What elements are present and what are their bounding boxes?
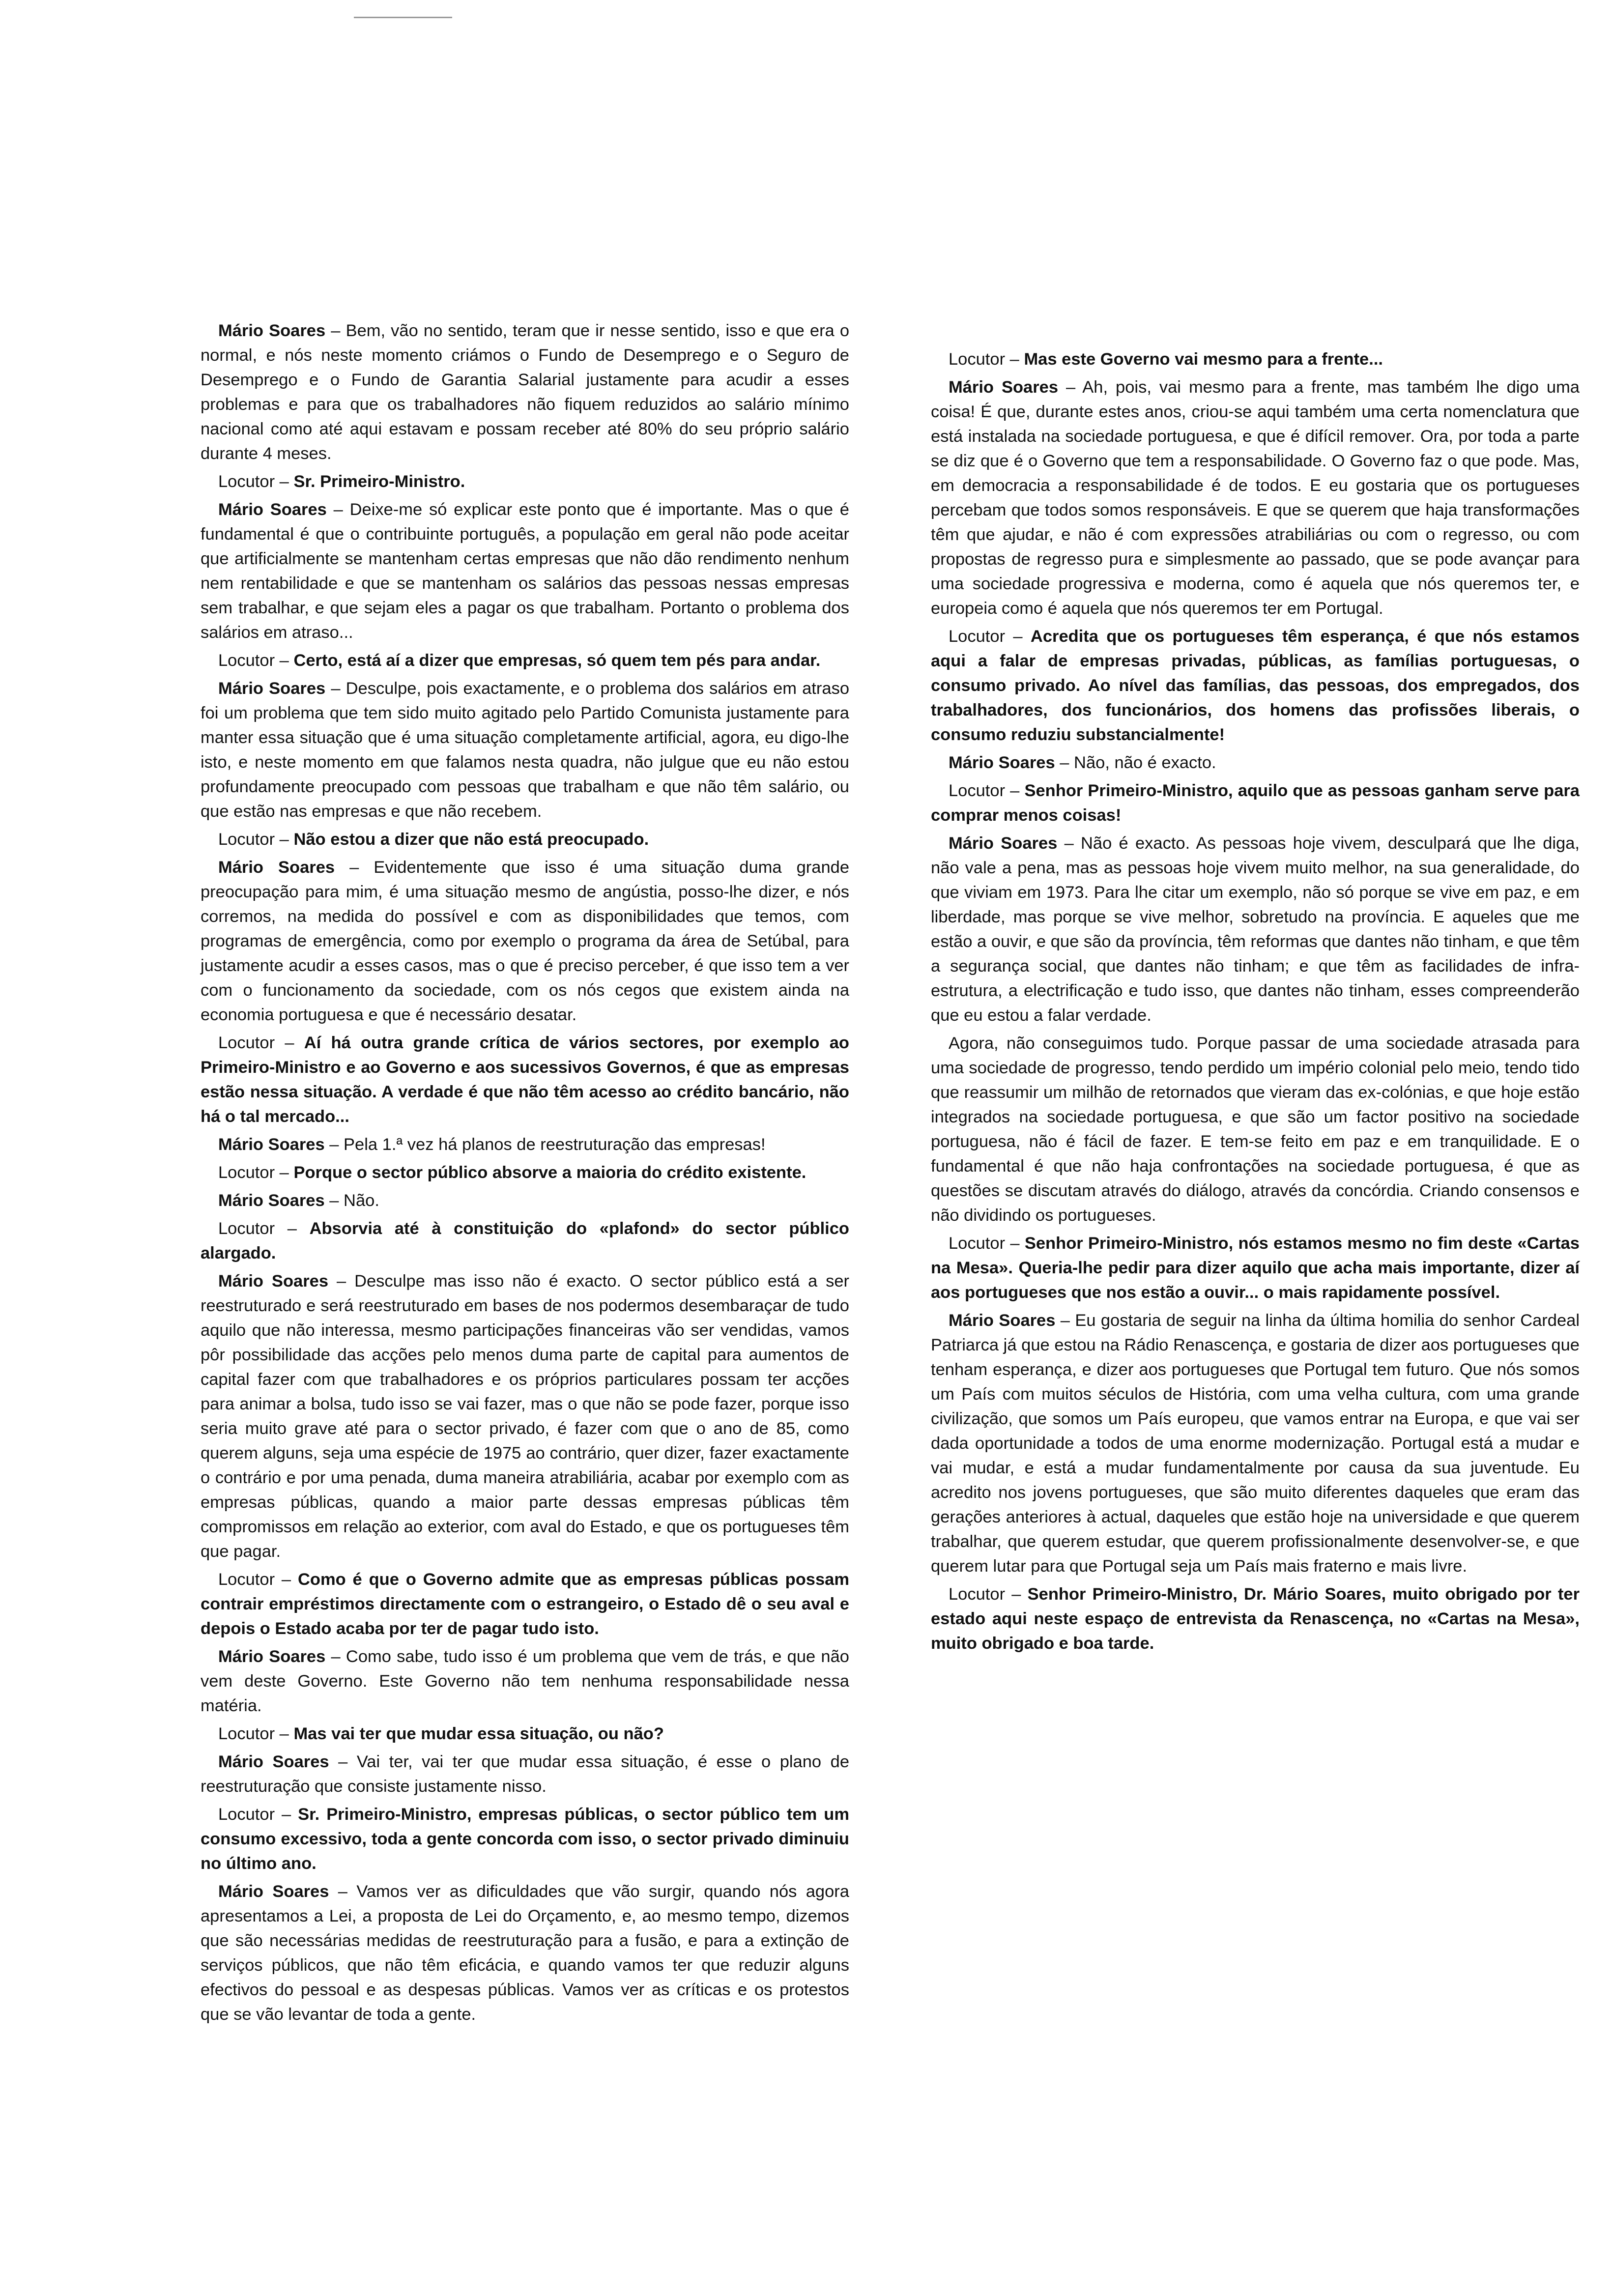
speaker-mario-soares: Mário Soares — [218, 1647, 326, 1666]
speaker-mario-soares: Mário Soares — [218, 1272, 329, 1291]
interviewer-question: Mas este Governo vai mesmo para a frente... — [1024, 350, 1383, 369]
speaker-locutor: Locutor — [949, 1234, 1006, 1253]
interviewer-question: Sr. Primeiro-Ministro. — [293, 472, 465, 491]
answer-text: Vai ter, vai ter que mudar essa situação, é esse o plano de reestruturação que consiste justamente nisso. — [201, 1752, 850, 1796]
speaker-locutor: Locutor — [218, 1163, 275, 1182]
speaker-locutor: Locutor — [218, 472, 275, 491]
paragraph: Mário Soares – Não é exacto. As pessoas hoje vivem, desculpará que lhe diga, não vale a pena, mas as pessoas hoje vivem muito melhor, na sua generalidade, do que viviam em 1973. Para lhe citar um exemplo, não só porque se vive em paz, e em liberdade, mas porque se vive melhor, sobretudo na província. E aqueles que me estão a ouvir, e que são da província, têm reformas que dantes não tinham, e que têm a segurança social, que dantes não tinham; e que têm as facilidades de infra-estrutura, a electrificação e tudo isso, que dantes não tinham, esses compreenderão que eu estou a falar verdade. — [931, 834, 1580, 1025]
speaker-locutor: Locutor — [949, 627, 1006, 646]
paragraph: Locutor – Não estou a dizer que não está preocupado. — [218, 830, 649, 849]
interviewer-question: Senhor Primeiro-Ministro, Dr. Mário Soares, muito obrigado por ter estado aqui neste espaço de entrevista da Renascença, no «Cartas na Mesa», muito obrigado e boa tarde. — [931, 1585, 1580, 1653]
speaker-mario-soares: Mário Soares — [218, 500, 327, 519]
paragraph: Locutor – Aí há outra grande crítica de vários sectores, por exemplo ao Primeiro-Ministro e ao Governo e aos sucessivos Governos, é que as empresas estão nessa situação. A verdade é que não têm acesso ao crédito bancário, não há o tal mercado... — [201, 1033, 850, 1126]
answer-text: Deixe-me só explicar este ponto que é importante. Mas o que é fundamental é que o contribuinte português, a população em geral não pode aceitar que artificialmente se mantenham certas empresas que não dão rendimento nenhum nem rentabilidade e que se mantenham os salários das pessoas nessas empresas sem trabalhar, e que sejam eles a pagar os que trabalham. Portanto o problema dos salários em atraso... — [201, 500, 849, 642]
paragraph: Mário Soares – Vai ter, vai ter que mudar essa situação, é esse o plano de reestruturação que consiste justamente nisso. — [201, 1752, 850, 1796]
interviewer-question: Absorvia até à constituição do «plafond» do sector público alargado. — [201, 1219, 850, 1263]
speaker-mario-soares: Mário Soares — [218, 1752, 329, 1771]
paragraph: Locutor – Porque o sector público absorve a maioria do crédito existente. — [218, 1163, 806, 1182]
paragraph: Locutor – Senhor Primeiro-Ministro, nós estamos mesmo no fim deste «Cartas na Mesa». Queria-lhe pedir para dizer aquilo que acha mais importante, dizer aí aos portugueses que nos estão a ouvir... o mais rapidamente possível. — [931, 1234, 1580, 1302]
paragraph: Mário Soares – Vamos ver as dificuldades que vão surgir, quando nós agora apresentamos a Lei, a proposta de Lei do Orçamento, e, ao mesmo tempo, dizemos que são necessárias medidas de reestruturação para a fusão, e para a extinção de serviços públicos, que não têm eficácia, e quando vamos ter que reduzir alguns efectivos do pessoal e as despesas públicas. Vamos ver as críticas e os protestos que se vão levantar de toda a gente. — [201, 1882, 849, 2024]
interviewer-question: Porque o sector público absorve a maioria do crédito existente. — [293, 1163, 806, 1182]
speaker-locutor: Locutor — [218, 1033, 275, 1052]
speaker-locutor: Locutor — [218, 651, 275, 670]
answer-text: Bem, vão no sentido, teram que ir nesse sentido, isso e que era o normal, e nós neste momento criámos o Fundo de Desemprego e o Seguro de Desemprego e o Fundo de Garantia Salarial justamente para acudir a esses problemas e para que os trabalhadores não fiquem reduzidos ao salário mínimo nacional como até aqui estavam e possam receber até 80% do seu próprio salário durante 4 meses. — [201, 321, 850, 463]
paragraph: Mário Soares – Evidentemente que isso é uma situação duma grande preocupação para mim, é uma situação mesmo de angústia, posso-lhe dizer, e nós corremos, na medida do possível e com as disponibilidades que temos, com programas de emergência, como por exemplo o programa da área de Setúbal, para justamente acudir a esses casos, mas o que é preciso perceber, é que isso tem a ver com o funcionamento da sociedade, com os nós cegos que existem ainda na economia portuguesa e que é necessário desatar. — [201, 858, 850, 1024]
speaker-mario-soares: Mário Soares — [218, 1135, 325, 1154]
interviewer-question: Senhor Primeiro-Ministro, nós estamos mesmo no fim deste «Cartas na Mesa». Queria-lhe pedir para dizer aquilo que acha mais importante, dizer aí aos portugueses que nos estão a ouvir... o mais rapidamente possível. — [931, 1234, 1580, 1302]
interviewer-question: Sr. Primeiro-Ministro, empresas públicas, o sector público tem um consumo excessivo, toda a gente concorda com isso, o sector privado diminuiu no último ano. — [201, 1805, 849, 1873]
speaker-mario-soares: Mário Soares — [949, 753, 1055, 772]
paragraph: Mário Soares – Deixe-me só explicar este ponto que é importante. Mas o que é fundamental é que o contribuinte português, a população em geral não pode aceitar que artificialmente se mantenham certas empresas que não dão rendimento nenhum nem rentabilidade e que se mantenham os salários das pessoas nessas empresas sem trabalhar, e que sejam eles a pagar os que trabalham. Portanto o problema dos salários em atraso... — [201, 500, 849, 642]
answer-text: Desculpe mas isso não é exacto. O sector público está a ser reestruturado e será reestruturado em bases de nos podermos desembaraçar de tudo aquilo que não interessa, mesmo participações financeiras vão ser vendidas, vamos pôr possibilidade das acções pelo menos duma parte de capital para aumentos de capital fazer com que trabalhadores e os próprios particulares possam ter acções para animar a bolsa, tudo isso se vai fazer, mas o que não se pode fazer, porque isso seria muito grave até para o sector privado, é fazer com que o ano de 85, como querem alguns, seja uma espécie de 1975 ao contrário, quer dizer, fazer exactamente o contrário e por uma penada, duma maneira atrabiliária, acabar por exemplo com as empresas públicas, quando a maior parte dessas empresas públicas têm compromissos em relação ao exterior, com aval do Estado, e que os portugueses têm que pagar. — [201, 1272, 850, 1561]
paragraph: Mário Soares – Desculpe mas isso não é exacto. O sector público está a ser reestruturado e será reestruturado em bases de nos podermos desembaraçar de tudo aquilo que não interessa, mesmo participações financeiras vão ser vendidas, vamos pôr possibilidade das acções pelo menos duma parte de capital para aumentos de capital fazer com que trabalhadores e os próprios particulares possam ter acções para animar a bolsa, tudo isso se vai fazer, mas o que não se pode fazer, porque isso seria muito grave até para o sector privado, é fazer com que o ano de 85, como querem alguns, seja uma espécie de 1975 ao contrário, quer dizer, fazer exactamente o contrário e por uma penada, duma maneira atrabiliária, acabar por exemplo com as empresas públicas, quando a maior parte dessas empresas públicas têm compromissos em relação ao exterior, com aval do Estado, e que os portugueses têm que pagar. — [201, 1272, 850, 1561]
paragraph: Locutor – Senhor Primeiro-Ministro, Dr. Mário Soares, muito obrigado por ter estado aqui neste espaço de entrevista da Renascença, no «Cartas na Mesa», muito obrigado e boa tarde. — [931, 1585, 1580, 1653]
answer-text: Vamos ver as dificuldades que vão surgir, quando nós agora apresentamos a Lei, a proposta de Lei do Orçamento, e, ao mesmo tempo, dizemos que são necessárias medidas de reestruturação para a fusão, e para a extinção de serviços públicos, que não têm eficácia, e quando vamos ter que reduzir alguns efectivos do pessoal e as despesas públicas. Vamos ver as críticas e os protestos que se vão levantar de toda a gente. — [201, 1882, 849, 2024]
left-column — [201, 318, 849, 2030]
interviewer-question: Certo, está aí a dizer que empresas, só quem tem pés para andar. — [293, 651, 821, 670]
speaker-mario-soares: Mário Soares — [949, 1311, 1056, 1330]
answer-text: Não. — [344, 1191, 379, 1210]
interviewer-question: Mas vai ter que mudar essa situação, ou não? — [293, 1724, 664, 1743]
paragraph: Locutor – Absorvia até à constituição do «plafond» do sector público alargado. — [201, 1219, 850, 1263]
paragraph: Mário Soares – Não, não é exacto. — [949, 753, 1216, 772]
paragraph: Mário Soares – Não. — [218, 1191, 379, 1210]
paragraph: Locutor – Como é que o Governo admite que as empresas públicas possam contrair empréstimos directamente com o estrangeiro, o Estado dê o seu aval e depois o Estado acaba por ter de pagar tudo isto. — [201, 1570, 850, 1638]
interviewer-question: Acredita que os portugueses têm esperança, é que nós estamos aqui a falar de empresas privadas, públicas, as famílias portuguesas, o consumo privado. Ao nível das famílias, das pessoas, dos empregados, dos trabalhadores, dos funcionários, dos homens das profissões liberais, o consumo reduziu substancialmente! — [931, 627, 1580, 744]
speaker-locutor: Locutor — [218, 1724, 275, 1743]
paragraph: Mário Soares – Desculpe, pois exactamente, e o problema dos salários em atraso foi um problema que tem sido muito agitado pelo Partido Comunista justamente para manter essa situação que é uma situação completamente artificial, agora, eu digo-lhe isto, e neste momento em que falamos nesta quadra, não julgue que eu não estou profundamente preocupado com pessoas que trabalham e que não têm salário, ou que estão nas empresas e que não recebem. — [201, 679, 850, 821]
speaker-locutor: Locutor — [949, 781, 1006, 800]
speaker-locutor: Locutor — [949, 350, 1006, 369]
speaker-locutor: Locutor — [218, 1805, 275, 1824]
interviewer-question: Não estou a dizer que não está preocupado. — [293, 830, 649, 849]
paragraph: Mário Soares – Pela 1.ª vez há planos de reestruturação das empresas! — [218, 1135, 766, 1154]
answer-text: Agora, não conseguimos tudo. Porque passar de uma sociedade atrasada para uma sociedade de progresso, tendo perdido um império colonial pelo meio, tendo tido que reassumir um milhão de retornados que vieram das ex-colónias, e que hoje estão integrados na sociedade portuguesa, e que são um factor positivo na sociedade portuguesa, não é fácil de fazer. E tem-se feito em paz e em tranquilidade. E o fundamental é que não haja confrontações na sociedade portuguesa, é que as questões se discutam através do diálogo, através da concórdia. Criando consensos e não dividindo os portugueses. — [931, 1034, 1580, 1225]
answer-text: Pela 1.ª vez há planos de reestruturação das empresas! — [344, 1135, 766, 1154]
speaker-locutor: Locutor — [218, 830, 275, 849]
paragraph: Mário Soares – Como sabe, tudo isso é um problema que vem de trás, e que não vem deste Governo. Este Governo não tem nenhuma responsabilidade nessa matéria. — [201, 1647, 849, 1715]
answer-text: Ah, pois, vai mesmo para a frente, mas também lhe digo uma coisa! É que, durante estes anos, criou-se aqui também uma certa nomenclatura que está instalada na sociedade portuguesa, e que é difícil remover. Ora, por toda a parte se diz que é o Governo que tem a responsabilidade. O Governo faz o que pode. Mas, em democracia a responsabilidade é de todos. E eu gostaria que os portugueses percebam que todos somos responsáveis. E que se querem que haja transformações têm que ajudar, e não é com expressões atrabiliárias ou com o regresso, ou com propostas de regresso pura e simplesmente ao passado, que se pode avançar para uma sociedade progressiva e moderna, como é aquela que nós queremos ter, e europeia como é aquela que nós queremos ter em Portugal. — [931, 378, 1580, 618]
answer-text: Não é exacto. As pessoas hoje vivem, desculpará que lhe diga, não vale a pena, mas as pessoas hoje vivem muito melhor, na sua generalidade, do que viviam em 1973. Para lhe citar um exemplo, não só porque se vive em paz, e em liberdade, mas porque se vive melhor, sobretudo na província. E aqueles que me estão a ouvir, e que são da província, têm reformas que dantes não tinham, e que têm a segurança social, que dantes não tinham; e que têm as facilidades de infra-estrutura, a electrificação e tudo isso, que dantes não tinham, esses compreenderão que eu estou a falar verdade. — [931, 834, 1580, 1025]
speaker-locutor: Locutor — [949, 1585, 1006, 1604]
paragraph: Locutor – Acredita que os portugueses têm esperança, é que nós estamos aqui a falar de empresas privadas, públicas, as famílias portuguesas, o consumo privado. Ao nível das famílias, das pessoas, dos empregados, dos trabalhadores, dos funcionários, dos homens das profissões liberais, o consumo reduziu substancialmente! — [931, 627, 1580, 744]
answer-text: Desculpe, pois exactamente, e o problema dos salários em atraso foi um problema que tem sido muito agitado pelo Partido Comunista justamente para manter essa situação que é uma situação completamente artificial, agora, eu digo-lhe isto, e neste momento em que falamos nesta quadra, não julgue que eu não estou profundamente preocupado com pessoas que trabalham e que não têm salário, ou que estão nas empresas e que não recebem. — [201, 679, 850, 821]
paragraph — [931, 1031, 1580, 1228]
speaker-mario-soares: Mário Soares — [218, 858, 335, 877]
paragraph: Locutor – Mas este Governo vai mesmo para a frente... — [949, 350, 1383, 369]
answer-text: Não, não é exacto. — [1074, 753, 1216, 772]
paragraph: Locutor – Sr. Primeiro-Ministro, empresas públicas, o sector público tem um consumo excessivo, toda a gente concorda com isso, o sector privado diminuiu no último ano. — [201, 1805, 849, 1873]
answer-text: Evidentemente que isso é uma situação duma grande preocupação para mim, é uma situação mesmo de angústia, posso-lhe dizer, e nós corremos, na medida do possível e com as disponibilidades que temos, com programas de emergência, como por exemplo o programa da área de Setúbal, para justamente acudir a esses casos, mas o que é preciso perceber, é que isso tem a ver com o funcionamento da sociedade, com os nós cegos que existem ainda na economia portuguesa e que é necessário desatar. — [201, 858, 850, 1024]
paragraph: Mário Soares – Ah, pois, vai mesmo para a frente, mas também lhe digo uma coisa! É que, durante estes anos, criou-se aqui também uma certa nomenclatura que está instalada na sociedade portuguesa, e que é difícil remover. Ora, por toda a parte se diz que é o Governo que tem a responsabilidade. O Governo faz o que pode. Mas, em democracia a responsabilidade é de todos. E eu gostaria que os portugueses percebam que todos somos responsáveis. E que se querem que haja transformações têm que ajudar, e não é com expressões atrabiliárias ou com o regresso, ou com propostas de regresso pura e simplesmente ao passado, que se pode avançar para uma sociedade progressiva e moderna, como é aquela que nós queremos ter, e europeia como é aquela que nós queremos ter em Portugal. — [931, 378, 1580, 618]
answer-text: Eu gostaria de seguir na linha da última homilia do senhor Cardeal Patriarca já que estou na Rádio Renascença, e gostaria de dizer aos portugueses que tenham esperança, e dizer aos portugueses que Portugal tem futuro. Que nós somos um País com muitos séculos de História, com uma velha cultura, com uma grande civilização, que somos um País europeu, que vamos entrar na Europa, e que vai ser dada oportunidade a todos de uma enorme modernização. Portugal está a mudar e vai mudar, e está a mudar fundamentalmente por causa da sua juventude. Eu acredito nos jovens portugueses, que são muito diferentes daqueles que eram das gerações anteriores à actual, daqueles que estão hoje na universidade e que querem trabalhar, que querem estudar, que querem profissionalmente desenvolver-se, e que querem lutar para que Portugal seja um País mais fraterno e mais livre. — [931, 1311, 1580, 1576]
paragraph: Locutor – Mas vai ter que mudar essa situação, ou não? — [218, 1724, 664, 1743]
speaker-locutor: Locutor — [218, 1219, 275, 1238]
paragraph: Locutor – Certo, está aí a dizer que empresas, só quem tem pés para andar. — [218, 651, 821, 670]
speaker-mario-soares: Mário Soares — [949, 834, 1058, 853]
speaker-mario-soares: Mário Soares — [218, 1191, 325, 1210]
paragraph: Locutor – Sr. Primeiro-Ministro. — [218, 472, 465, 491]
interviewer-question: Senhor Primeiro-Ministro, aquilo que as pessoas ganham serve para comprar menos coisas! — [931, 781, 1580, 825]
interviewer-question: Aí há outra grande crítica de vários sectores, por exemplo ao Primeiro-Ministro e ao Governo e aos sucessivos Governos, é que as empresas estão nessa situação. A verdade é que não têm acesso ao crédito bancário, não há o tal mercado... — [201, 1033, 850, 1126]
right-column — [931, 347, 1580, 1659]
speaker-mario-soares: Mário Soares — [218, 1882, 329, 1901]
paragraph: Mário Soares – Eu gostaria de seguir na linha da última homilia do senhor Cardeal Patriarca já que estou na Rádio Renascença, e gostaria de dizer aos portugueses que tenham esperança, e dizer aos portugueses que Portugal tem futuro. Que nós somos um País com muitos séculos de História, com uma velha cultura, com uma grande civilização, que somos um País europeu, que vamos entrar na Europa, e que vai ser dada oportunidade a todos de uma enorme modernização. Portugal está a mudar e vai mudar, e está a mudar fundamentalmente por causa da sua juventude. Eu acredito nos jovens portugueses, que são muito diferentes daqueles que eram das gerações anteriores à actual, daqueles que estão hoje na universidade e que querem trabalhar, que querem estudar, que querem profissionalmente desenvolver-se, e que querem lutar para que Portugal seja um País mais fraterno e mais livre. — [931, 1311, 1580, 1576]
paragraph: Locutor – Senhor Primeiro-Ministro, aquilo que as pessoas ganham serve para comprar menos coisas! — [931, 781, 1580, 825]
speaker-mario-soares: Mário Soares — [218, 679, 326, 698]
speaker-mario-soares: Mário Soares — [218, 321, 326, 340]
top-rule — [354, 17, 452, 18]
speaker-mario-soares: Mário Soares — [949, 378, 1059, 397]
paragraph: Mário Soares – Bem, vão no sentido, teram que ir nesse sentido, isso e que era o normal, e nós neste momento criámos o Fundo de Desemprego e o Seguro de Desemprego e o Fundo de Garantia Salarial justamente para acudir a esses problemas e para que os trabalhadores não fiquem reduzidos ao salário mínimo nacional como até aqui estavam e possam receber até 80% do seu próprio salário durante 4 meses. — [201, 321, 850, 463]
speaker-locutor: Locutor — [218, 1570, 275, 1589]
answer-text: Como sabe, tudo isso é um problema que vem de trás, e que não vem deste Governo. Este Governo não tem nenhuma responsabilidade nessa matéria. — [201, 1647, 849, 1715]
interviewer-question: Como é que o Governo admite que as empresas públicas possam contrair empréstimos directamente com o estrangeiro, o Estado dê o seu aval e depois o Estado acaba por ter de pagar tudo isto. — [201, 1570, 850, 1638]
